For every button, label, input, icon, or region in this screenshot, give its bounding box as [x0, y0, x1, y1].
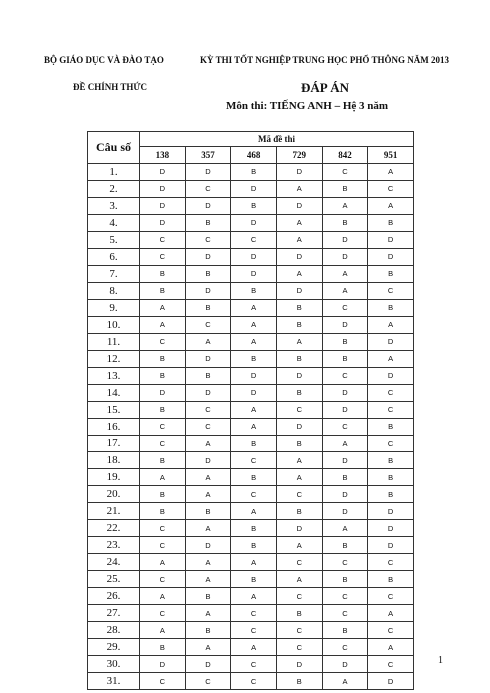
answer-cell: B: [231, 520, 277, 537]
table-row: [88, 622, 414, 639]
question-number: 31.: [88, 673, 140, 690]
answer-cell: B: [231, 469, 277, 486]
answer-cell: B: [231, 537, 277, 554]
answer-cell: C: [185, 180, 231, 197]
answer-cell: B: [140, 639, 186, 656]
question-number: 5.: [88, 231, 140, 248]
answer-cell: D: [140, 384, 186, 401]
answer-cell: A: [185, 605, 231, 622]
answer-cell: A: [231, 316, 277, 333]
answer-cell: D: [322, 316, 368, 333]
answer-cell: B: [140, 503, 186, 520]
answer-cell: B: [231, 571, 277, 588]
answer-cell: D: [140, 164, 186, 181]
exam-code-cell: 357: [185, 147, 231, 164]
answer-cell: A: [185, 520, 231, 537]
question-number: 18.: [88, 452, 140, 469]
answer-cell: C: [322, 367, 368, 384]
answer-cell: D: [140, 180, 186, 197]
answer-cell: B: [185, 214, 231, 231]
table-row: [88, 418, 414, 435]
question-number: 30.: [88, 656, 140, 673]
answer-cell: C: [231, 605, 277, 622]
answer-cell: B: [276, 673, 322, 690]
answer-cell: C: [322, 639, 368, 656]
answer-cell: C: [322, 605, 368, 622]
subject-line: Môn thi: TIẾNG ANH – Hệ 3 năm: [226, 100, 389, 112]
answer-cell: C: [140, 537, 186, 554]
answer-cell: B: [231, 197, 277, 214]
answer-cell: A: [140, 554, 186, 571]
answer-cell: D: [322, 656, 368, 673]
question-number: 22.: [88, 520, 140, 537]
question-number: 26.: [88, 588, 140, 605]
answer-cell: D: [368, 673, 414, 690]
question-number: 14.: [88, 384, 140, 401]
answer-cell: D: [276, 197, 322, 214]
answer-cell: A: [322, 673, 368, 690]
answer-cell: D: [368, 367, 414, 384]
table-row: [88, 537, 414, 554]
answer-cell: D: [276, 656, 322, 673]
question-number: 7.: [88, 265, 140, 282]
answer-cell: B: [231, 350, 277, 367]
answer-cell: B: [276, 503, 322, 520]
ministry-name: BỘ GIÁO DỤC VÀ ĐÀO TẠO: [44, 55, 164, 65]
answer-rows: [88, 164, 414, 690]
answer-cell: C: [140, 571, 186, 588]
answer-key-table: [87, 131, 414, 690]
answer-cell: A: [276, 469, 322, 486]
answer-cell: A: [185, 639, 231, 656]
answer-cell: C: [276, 588, 322, 605]
answer-cell: B: [322, 537, 368, 554]
answer-cell: D: [185, 452, 231, 469]
answer-cell: D: [185, 164, 231, 181]
answer-cell: B: [231, 164, 277, 181]
question-number: 15.: [88, 401, 140, 418]
answer-cell: D: [368, 333, 414, 350]
answer-cell: A: [231, 299, 277, 316]
table-row: [88, 486, 414, 503]
answer-cell: D: [231, 265, 277, 282]
answer-cell: B: [276, 435, 322, 452]
answer-cell: C: [322, 299, 368, 316]
exam-name: KỲ THI TỐT NGHIỆP TRUNG HỌC PHỔ THÔNG NĂM 2013: [200, 55, 449, 65]
answer-cell: B: [322, 214, 368, 231]
answer-cell: A: [140, 316, 186, 333]
table-row: [88, 588, 414, 605]
answer-cell: D: [368, 503, 414, 520]
answer-cell: C: [368, 401, 414, 418]
answer-cell: A: [276, 231, 322, 248]
question-number: 1.: [88, 164, 140, 181]
answer-cell: D: [322, 452, 368, 469]
answer-cell: A: [322, 282, 368, 299]
answer-cell: A: [231, 639, 277, 656]
answer-cell: D: [185, 248, 231, 265]
answer-cell: A: [322, 435, 368, 452]
official-label: ĐỀ CHÍNH THỨC: [73, 82, 148, 92]
answer-cell: B: [368, 299, 414, 316]
answer-cell: A: [368, 164, 414, 181]
answer-cell: C: [140, 231, 186, 248]
answer-cell: D: [276, 367, 322, 384]
answer-cell: A: [368, 350, 414, 367]
answer-cell: B: [140, 367, 186, 384]
answer-cell: B: [185, 265, 231, 282]
answer-cell: A: [276, 265, 322, 282]
answer-cell: D: [322, 486, 368, 503]
answer-cell: A: [231, 333, 277, 350]
answer-cell: A: [368, 605, 414, 622]
answer-cell: A: [276, 180, 322, 197]
table-header-row: [88, 132, 414, 147]
answer-cell: D: [368, 248, 414, 265]
table-row: [88, 554, 414, 571]
answer-cell: D: [185, 197, 231, 214]
answer-cell: A: [140, 299, 186, 316]
answer-cell: D: [368, 520, 414, 537]
question-number: 28.: [88, 622, 140, 639]
answer-cell: D: [185, 656, 231, 673]
answer-cell: B: [185, 299, 231, 316]
answer-cell: A: [276, 333, 322, 350]
answer-cell: A: [276, 452, 322, 469]
question-number: 12.: [88, 350, 140, 367]
table-row: [88, 673, 414, 690]
table-row: [88, 503, 414, 520]
exam-code-cell: 951: [368, 147, 414, 164]
table-row: [88, 571, 414, 588]
answer-cell: D: [322, 231, 368, 248]
question-number: 11.: [88, 333, 140, 350]
answer-cell: C: [140, 333, 186, 350]
answer-cell: C: [140, 673, 186, 690]
answer-cell: C: [368, 180, 414, 197]
answer-cell: A: [322, 520, 368, 537]
answer-cell: C: [276, 486, 322, 503]
question-number: 3.: [88, 197, 140, 214]
answer-cell: B: [368, 469, 414, 486]
answer-cell: D: [276, 418, 322, 435]
answer-cell: C: [368, 384, 414, 401]
exam-code-cell: 729: [276, 147, 322, 164]
answer-cell: D: [140, 656, 186, 673]
answer-cell: C: [231, 452, 277, 469]
answer-cell: A: [231, 418, 277, 435]
question-number: 17.: [88, 435, 140, 452]
answer-cell: B: [322, 469, 368, 486]
table-row: [88, 469, 414, 486]
answer-cell: C: [276, 639, 322, 656]
table-row: [88, 605, 414, 622]
answer-cell: B: [140, 350, 186, 367]
answer-cell: C: [185, 231, 231, 248]
answer-cell: C: [231, 622, 277, 639]
answer-cell: B: [185, 503, 231, 520]
answer-cell: C: [140, 248, 186, 265]
table-row: [88, 265, 414, 282]
answer-cell: B: [276, 316, 322, 333]
answer-cell: B: [322, 571, 368, 588]
answer-cell: D: [231, 367, 277, 384]
question-number-header: Câu số: [88, 132, 140, 164]
exam-code-cell: 842: [322, 147, 368, 164]
table-row: [88, 656, 414, 673]
question-number: 27.: [88, 605, 140, 622]
answer-cell: D: [322, 503, 368, 520]
answer-cell: D: [276, 248, 322, 265]
table-row: [88, 316, 414, 333]
answer-cell: B: [276, 299, 322, 316]
answer-cell: A: [140, 622, 186, 639]
answer-cell: C: [185, 673, 231, 690]
question-number: 10.: [88, 316, 140, 333]
answer-cell: D: [185, 537, 231, 554]
answer-cell: C: [276, 401, 322, 418]
table-row: [88, 520, 414, 537]
answer-cell: C: [140, 605, 186, 622]
answer-cell: D: [322, 248, 368, 265]
table-row: [88, 384, 414, 401]
answer-cell: C: [368, 656, 414, 673]
answer-cell: C: [368, 588, 414, 605]
answer-cell: B: [368, 571, 414, 588]
answer-cell: A: [185, 333, 231, 350]
question-number: 6.: [88, 248, 140, 265]
table-row: [88, 435, 414, 452]
answer-cell: A: [231, 503, 277, 520]
answer-cell: B: [140, 282, 186, 299]
table-row: [88, 639, 414, 656]
answer-cell: B: [276, 384, 322, 401]
answer-cell: D: [276, 520, 322, 537]
answer-cell: C: [276, 554, 322, 571]
answer-cell: C: [322, 588, 368, 605]
answer-cell: D: [140, 214, 186, 231]
answer-cell: A: [276, 571, 322, 588]
answer-cell: A: [368, 639, 414, 656]
answer-cell: A: [185, 571, 231, 588]
answer-cell: D: [140, 197, 186, 214]
answer-cell: D: [185, 350, 231, 367]
table-row: [88, 164, 414, 181]
table-row: [88, 197, 414, 214]
table-row: [88, 248, 414, 265]
question-number: 16.: [88, 418, 140, 435]
question-number: 13.: [88, 367, 140, 384]
answer-cell: B: [368, 486, 414, 503]
answer-cell: C: [322, 164, 368, 181]
answer-cell: C: [276, 622, 322, 639]
answer-cell: B: [276, 605, 322, 622]
answer-cell: A: [276, 537, 322, 554]
answer-cell: A: [185, 469, 231, 486]
answer-cell: D: [276, 282, 322, 299]
answer-cell: B: [140, 452, 186, 469]
answer-cell: A: [185, 554, 231, 571]
answer-cell: C: [185, 316, 231, 333]
table-row: [88, 452, 414, 469]
page-title: ĐÁP ÁN: [301, 80, 350, 95]
answer-cell: C: [368, 282, 414, 299]
answer-cell: C: [368, 435, 414, 452]
answer-cell: A: [276, 214, 322, 231]
answer-cell: C: [140, 435, 186, 452]
answer-cell: A: [322, 265, 368, 282]
answer-cell: D: [368, 231, 414, 248]
answer-cell: D: [185, 384, 231, 401]
answer-cell: A: [185, 435, 231, 452]
table-row: [88, 401, 414, 418]
answer-cell: B: [322, 622, 368, 639]
answer-cell: B: [140, 401, 186, 418]
question-number: 20.: [88, 486, 140, 503]
question-number: 23.: [88, 537, 140, 554]
question-number: 19.: [88, 469, 140, 486]
answer-cell: C: [368, 554, 414, 571]
table-row: [88, 214, 414, 231]
question-number: 4.: [88, 214, 140, 231]
answer-cell: B: [276, 350, 322, 367]
question-number: 21.: [88, 503, 140, 520]
answer-cell: B: [185, 622, 231, 639]
exam-code-header: Mã đề thi: [140, 132, 414, 147]
answer-cell: D: [231, 384, 277, 401]
answer-cell: D: [231, 248, 277, 265]
answer-cell: D: [231, 180, 277, 197]
answer-cell: A: [368, 316, 414, 333]
answer-cell: B: [368, 265, 414, 282]
answer-cell: B: [322, 333, 368, 350]
answer-cell: A: [231, 401, 277, 418]
answer-cell: D: [185, 282, 231, 299]
answer-cell: A: [231, 588, 277, 605]
answer-cell: A: [368, 197, 414, 214]
answer-cell: C: [185, 401, 231, 418]
table-row: [88, 282, 414, 299]
answer-cell: C: [231, 673, 277, 690]
answer-cell: B: [231, 435, 277, 452]
answer-cell: D: [322, 401, 368, 418]
table-row: [88, 231, 414, 248]
question-number: 25.: [88, 571, 140, 588]
answer-cell: C: [368, 622, 414, 639]
table-row: [88, 350, 414, 367]
answer-cell: C: [140, 418, 186, 435]
answer-cell: D: [231, 214, 277, 231]
question-number: 8.: [88, 282, 140, 299]
answer-cell: B: [140, 486, 186, 503]
answer-cell: A: [231, 554, 277, 571]
table-row: [88, 299, 414, 316]
answer-cell: B: [322, 180, 368, 197]
answer-cell: C: [231, 656, 277, 673]
answer-cell: B: [368, 214, 414, 231]
answer-cell: B: [368, 418, 414, 435]
answer-cell: B: [140, 265, 186, 282]
answer-cell: A: [140, 588, 186, 605]
answer-cell: B: [368, 452, 414, 469]
answer-cell: B: [322, 350, 368, 367]
question-number: 24.: [88, 554, 140, 571]
answer-cell: D: [368, 537, 414, 554]
answer-cell: C: [322, 554, 368, 571]
answer-cell: A: [322, 197, 368, 214]
answer-cell: C: [185, 418, 231, 435]
question-number: 29.: [88, 639, 140, 656]
answer-cell: B: [185, 367, 231, 384]
question-number: 2.: [88, 180, 140, 197]
exam-code-cell: 468: [231, 147, 277, 164]
table-row: [88, 180, 414, 197]
table-row: [88, 367, 414, 384]
page-number: 1: [438, 655, 443, 666]
answer-cell: C: [231, 231, 277, 248]
answer-cell: C: [140, 520, 186, 537]
answer-cell: B: [185, 588, 231, 605]
question-number: 9.: [88, 299, 140, 316]
answer-cell: C: [322, 418, 368, 435]
answer-cell: A: [140, 469, 186, 486]
answer-cell: D: [322, 384, 368, 401]
answer-cell: A: [185, 486, 231, 503]
exam-code-cell: 138: [140, 147, 186, 164]
table-row: [88, 333, 414, 350]
answer-cell: B: [231, 282, 277, 299]
answer-cell: C: [231, 486, 277, 503]
answer-cell: D: [276, 164, 322, 181]
